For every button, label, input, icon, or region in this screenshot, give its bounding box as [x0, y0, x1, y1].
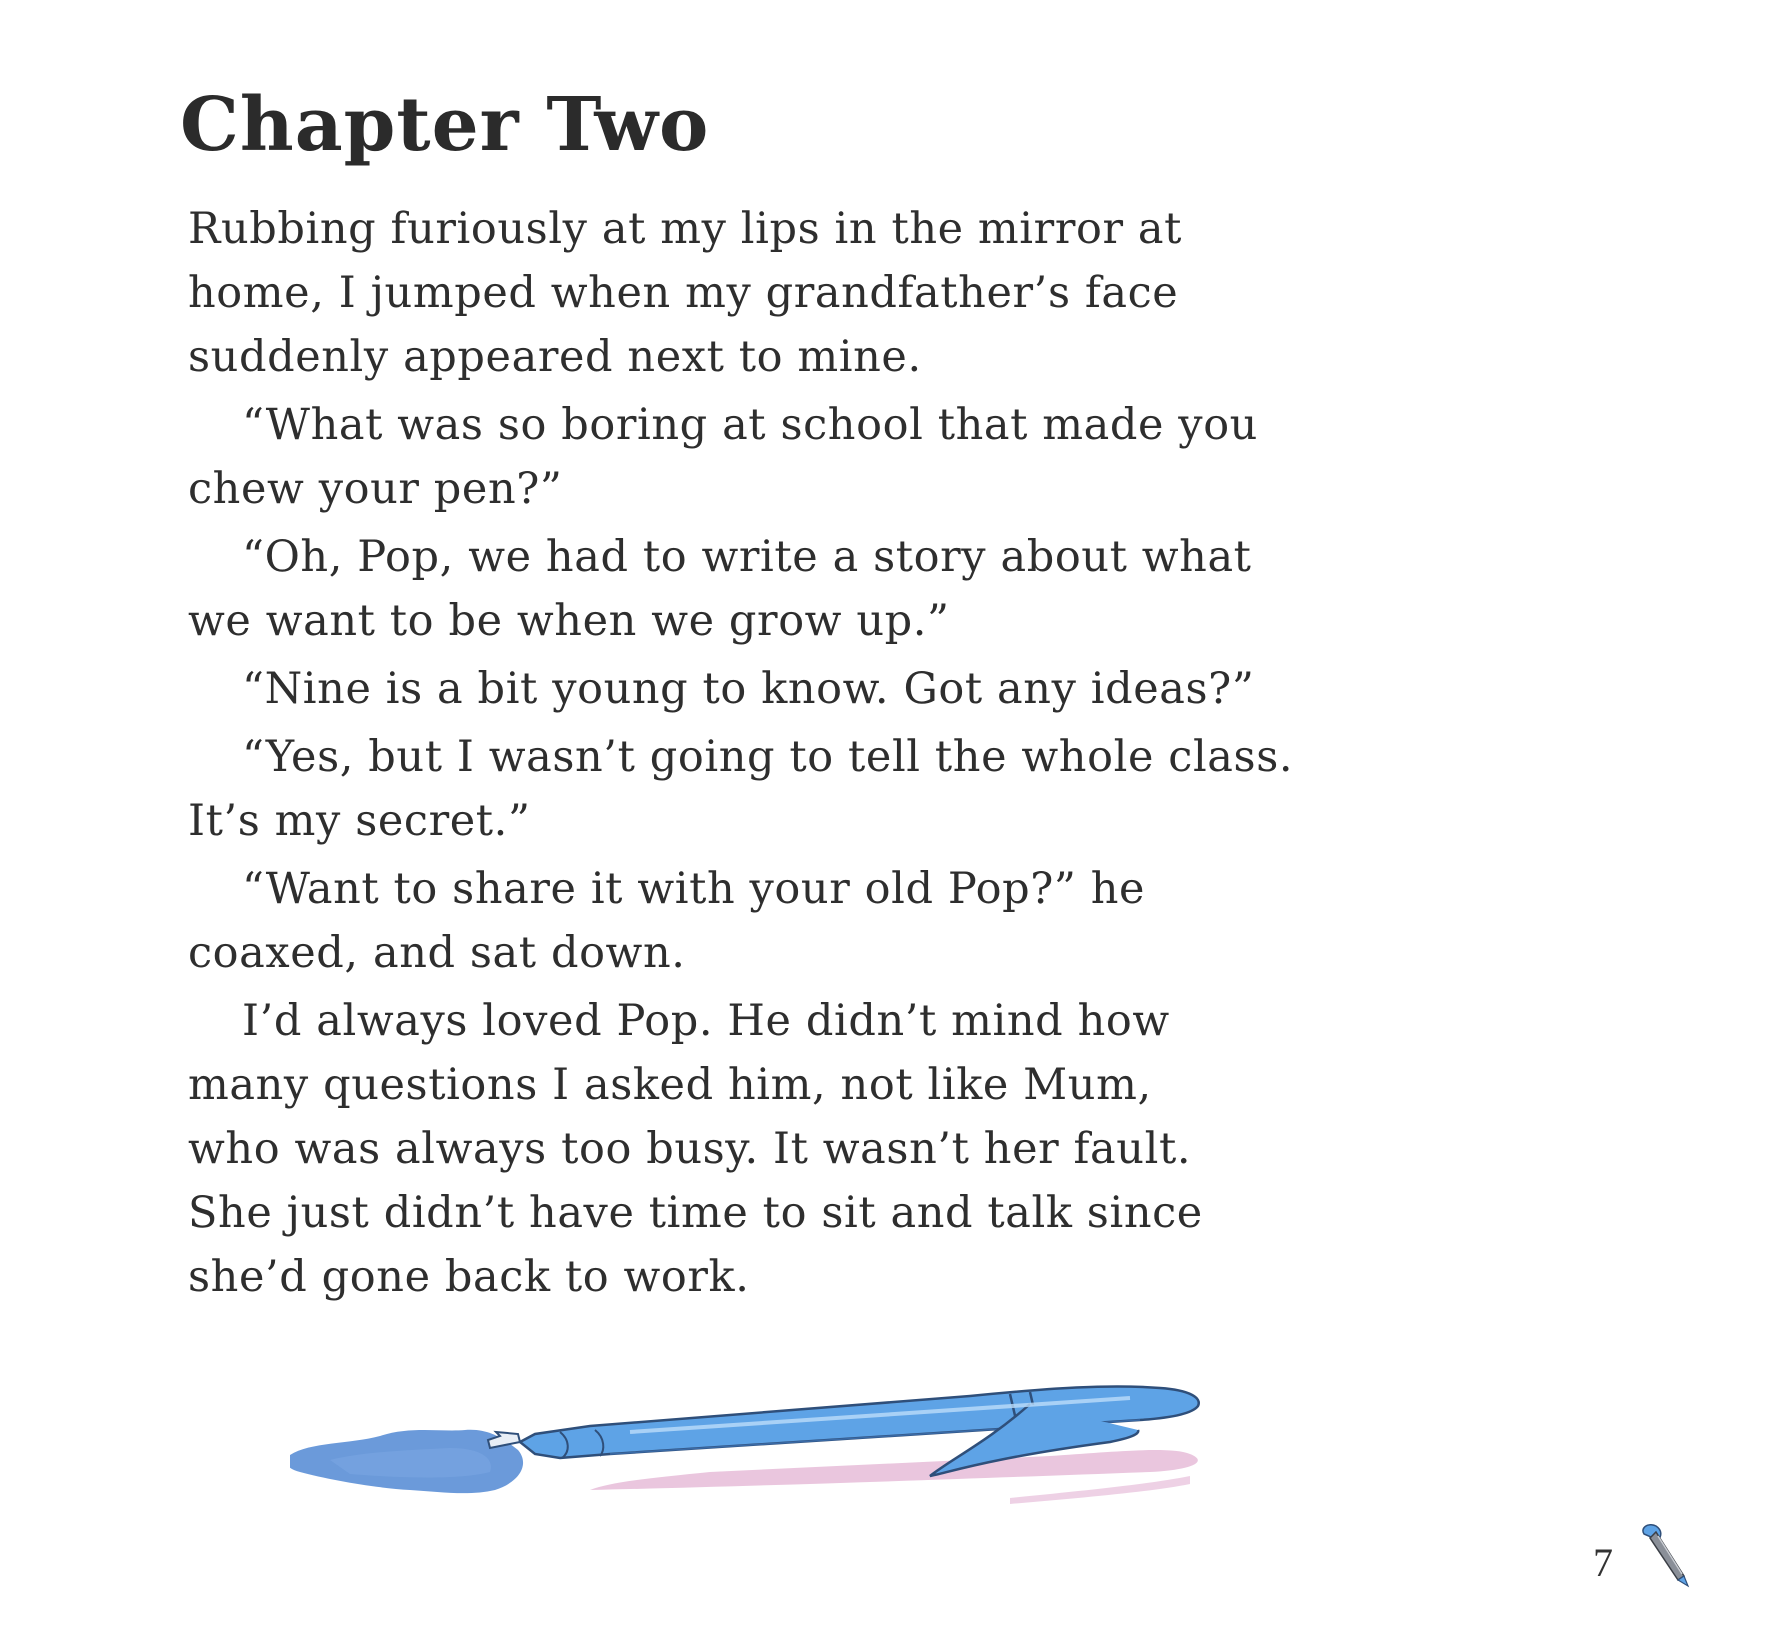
chapter-title: Chapter Two [180, 82, 710, 168]
paragraph [188, 197, 1628, 389]
text-line: Rubbing furiously at my lips in the mirror at [188, 204, 1182, 254]
page-number: 7 [1593, 1540, 1613, 1585]
text-line: “Yes, but I wasn’t going to tell the whole class. [242, 732, 1294, 782]
chapter-body [188, 197, 1628, 1313]
paragraph [188, 525, 1628, 653]
text-line: It’s my secret.” [188, 796, 531, 846]
text-line: “Oh, Pop, we had to write a story about what [242, 532, 1252, 582]
paragraph [188, 725, 1628, 853]
text-line: coaxed, and sat down. [188, 928, 686, 978]
text-line: She just didn’t have time to sit and talk since [188, 1188, 1203, 1238]
paragraph [188, 657, 1628, 721]
pen-icon [1636, 1522, 1696, 1592]
text-line: home, I jumped when my grandfather’s face [188, 268, 1179, 318]
text-line: I’d always loved Pop. He didn’t mind how [242, 996, 1170, 1046]
text-line: we want to be when we grow up.” [188, 596, 950, 646]
text-line: “Want to share it with your old Pop?” he [242, 864, 1146, 914]
text-line: many questions I asked him, not like Mum, [188, 1060, 1152, 1110]
text-line: chew your pen?” [188, 464, 563, 514]
text-line: “What was so boring at school that made you [242, 400, 1258, 450]
text-line: she’d gone back to work. [188, 1252, 750, 1302]
text-line: “Nine is a bit young to know. Got any ideas?” [242, 664, 1255, 714]
paragraph [188, 393, 1628, 521]
paragraph [188, 989, 1628, 1309]
text-line: suddenly appeared next to mine. [188, 332, 922, 382]
text-line: who was always too busy. It wasn’t her fault. [188, 1124, 1192, 1174]
paragraph [188, 857, 1628, 985]
chewed-pen-illustration [290, 1380, 1410, 1520]
